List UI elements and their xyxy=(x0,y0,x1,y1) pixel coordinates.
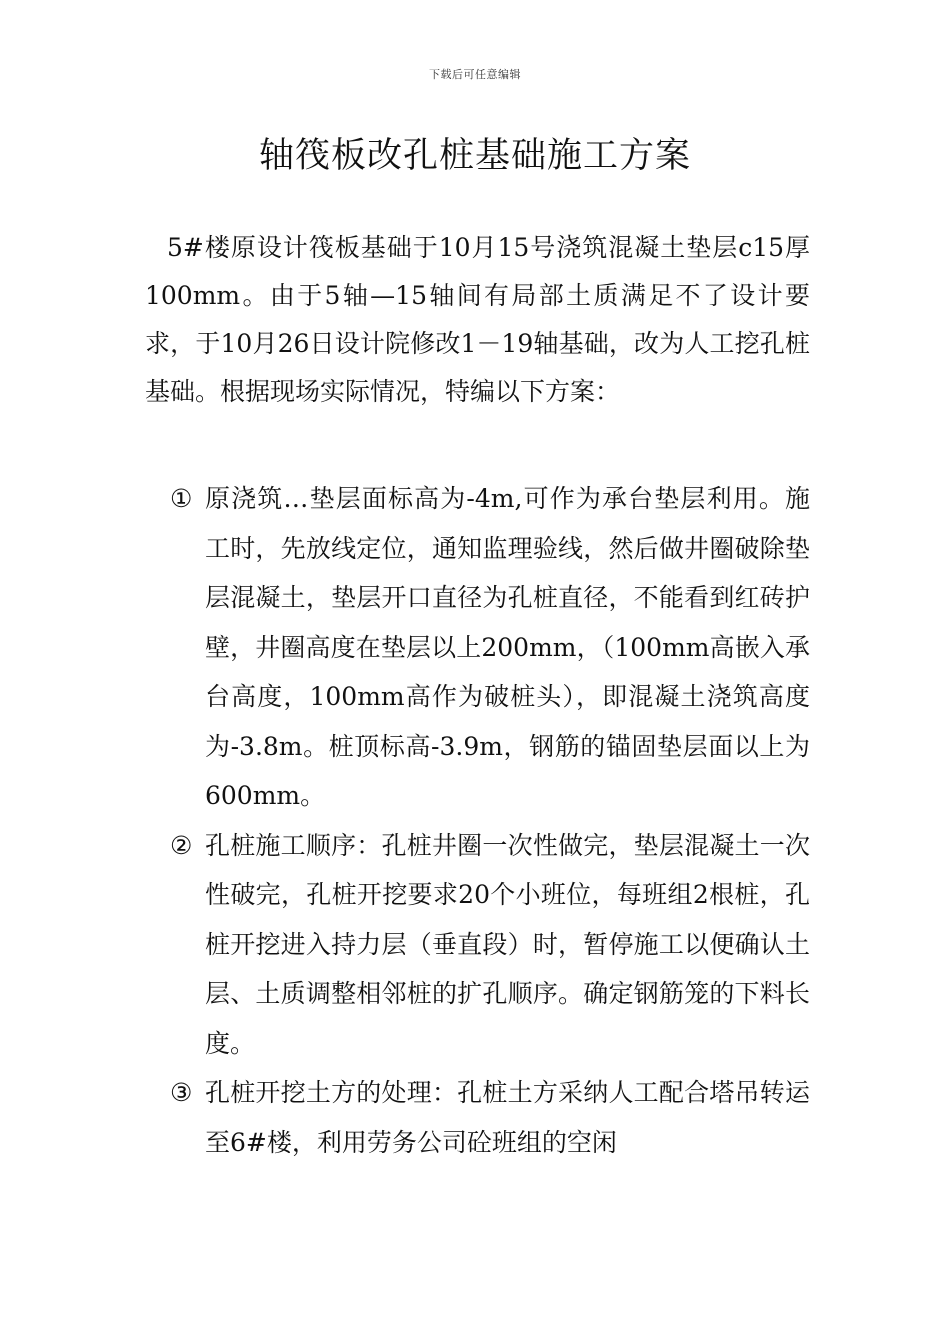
list-item-text: 孔桩施工顺序：孔桩井圈一次性做完，垫层混凝土一次性破完，孔桩开挖要求20个小班位，每班组2根桩，孔桩开挖进入持力层（垂直段）时，暂停施工以便确认土层、土质调整相邻桩的扩孔顺序。确定钢筋笼的下料长度。 xyxy=(205,830,810,1058)
document-title: 轴筏板改孔桩基础施工方案 xyxy=(258,136,691,176)
list-marker: ② xyxy=(170,830,193,860)
numbered-list xyxy=(145,474,810,1167)
header-note: 下载后可任意编辑 xyxy=(429,68,521,81)
list-item-text: 原浇筑…垫层面标高为-4m,可作为承台垫层利用。施工时，先放线定位，通知监理验线，然后做井圈破除垫层混凝土，垫层开口直径为孔桩直径，不能看到红砖护壁，井圈高度在垫层以上200mm，（100mm高嵌入承台高度，100mm高作为破桩头），即混凝土浇筑高度为-3.8m。桩顶标高-3.9m，钢筋的锚固垫层面以上为600mm。 xyxy=(205,484,810,810)
list-item xyxy=(145,474,810,821)
list-item xyxy=(145,1068,810,1167)
list-item-text: 孔桩开挖土方的处理：孔桩土方采纳人工配合塔吊转运至6#楼，利用劳务公司砼班组的空闲 xyxy=(205,1078,810,1157)
list-marker: ① xyxy=(170,484,193,513)
list-item xyxy=(145,821,810,1069)
list-marker: ③ xyxy=(170,1078,193,1107)
intro-paragraph: 5#楼原设计筏板基础于10月15号浇筑混凝土垫层c15厚100mm。由于5轴—15轴间有局部土质满足不了设计要求，于10月26日设计院修改1－19轴基础，改为人工挖孔桩基础。根据现场实际情况，特编以下方案： xyxy=(145,233,810,406)
